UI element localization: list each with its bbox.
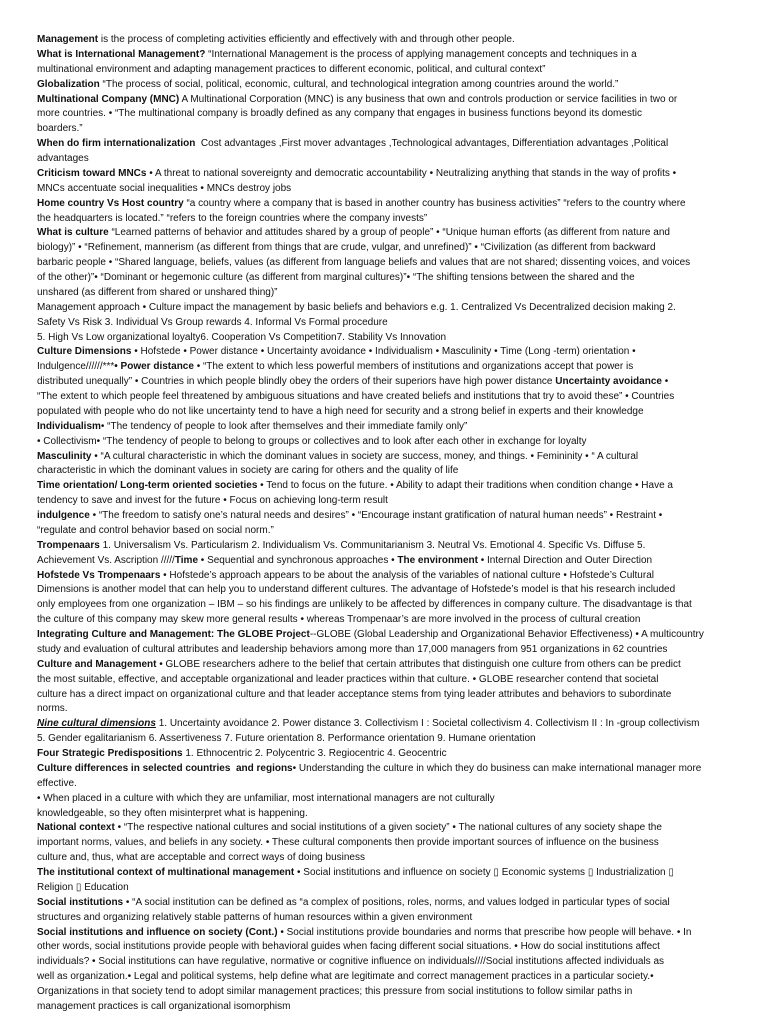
text-line — [37, 777, 759, 792]
heading-term: Masculinity — [37, 450, 92, 462]
note-paragraph — [37, 93, 759, 138]
heading-term: Integrating Culture and Management: The GLOBE Project — [37, 629, 310, 640]
body-text: Indulgence//////*** — [37, 361, 115, 373]
body-text: • — [661, 376, 669, 388]
body-text: more countries. • “The multinational company is broadly defined as any company that engages in business functions beyond its domestic — [37, 108, 642, 120]
body-text: • “A social institution can be defined as “a complex of positions, roles, norms, and values lodged in particular types of social — [123, 896, 670, 908]
body-text: barbaric people • “Shared language, beliefs, values (as different from language beliefs and values that are not shared; dissenting voices, and voices — [37, 257, 691, 269]
text-line — [37, 93, 759, 108]
text-line — [37, 628, 759, 643]
note-paragraph — [37, 78, 759, 93]
body-text: • “The freedom to satisfy one’s natural needs and desires” • “Encourage instant gratification of natural human needs” • Restraint • — [89, 510, 663, 521]
text-line — [37, 331, 759, 346]
body-text: study and evaluation of cultural attributes and leadership behaviors among more than 17,000 managers from 951 organizations in 62 countries — [37, 643, 668, 655]
note-paragraph — [37, 435, 759, 450]
body-text: “The extent to which people feel threatened by ambiguous situations and have created beliefs and institutions that try to avoid these” • Countries — [37, 391, 675, 402]
heading-term: National context — [37, 822, 115, 834]
body-text: Safety Vs Risk 3. Individual Vs Group rewards 4. Informal Vs Formal procedure — [37, 316, 388, 328]
heading-term: Globalization — [37, 78, 100, 90]
heading-term: Individualism — [37, 420, 101, 432]
body-text: • GLOBE researchers adhere to the belief that certain attributes that distinguish one culture from others can be predict — [156, 658, 681, 670]
body-text: unshared (as different from shared or unshared thing)” — [37, 286, 278, 298]
text-line — [37, 33, 759, 48]
text-line — [37, 821, 759, 836]
note-paragraph — [37, 197, 759, 227]
body-text: distributed unequally” • Countries in which people blindly obey the orders of their superiors have high power distance — [37, 376, 556, 388]
text-line — [37, 78, 759, 93]
text-line — [37, 420, 759, 435]
body-text: • Collectivism• “The tendency of people to belong to groups or collectives and to look after each other in exchange for loyalty — [37, 435, 587, 447]
heading-term: Multinational Company (MNC) — [37, 93, 180, 105]
text-line — [37, 970, 759, 985]
body-text: only employees from one organization – IBM – so his findings are unlikely to be affected by differences in company culture. The disadvantage is that — [37, 599, 692, 611]
document-body — [37, 33, 759, 1015]
text-line — [37, 583, 759, 598]
text-line — [37, 241, 759, 256]
text-line — [37, 1000, 759, 1015]
text-line — [37, 509, 759, 524]
text-line — [37, 316, 759, 331]
note-paragraph — [37, 167, 759, 197]
text-line — [37, 896, 759, 911]
heading-term: Management — [37, 34, 99, 45]
text-line — [37, 613, 759, 628]
body-text: the most suitable, effective, and acceptable organizational and leader practices within that culture. • GLOBE researcher contend that societal — [37, 673, 659, 685]
note-paragraph — [37, 301, 759, 346]
heading-term: Uncertainty avoidance — [555, 376, 662, 388]
text-line — [37, 792, 759, 807]
body-text: is the process of completing activities efficiently and effectively with and through other people. — [98, 34, 515, 45]
text-line — [37, 182, 759, 197]
body-text: tendency to save and invest for the future • Focus on achieving long-term result — [37, 495, 388, 507]
text-line — [37, 747, 759, 762]
note-paragraph — [37, 569, 759, 629]
text-line — [37, 524, 759, 539]
text-line — [37, 360, 759, 375]
note-paragraph — [37, 33, 759, 48]
body-text: of the other)”• “Dominant or hegemonic culture (as different from marginal cultures)”• “The shifting tensions between the shared and the — [37, 272, 635, 283]
body-text: • Sequential and synchronous approaches • — [198, 554, 398, 566]
text-line — [37, 122, 759, 137]
body-text: Dimensions is another model that can help you to understand different cultures. The advantage of Hofstede’s model is that his research included — [37, 584, 676, 596]
body-text: culture and, thus, what are acceptable and correct ways of doing business — [37, 852, 365, 864]
body-text: --GLOBE (Global Leadership and Organizational Behavior Effectiveness) • A multicountry — [309, 629, 704, 640]
heading-term: What is culture — [37, 227, 109, 239]
body-text: well as organization.• Legal and political systems, help define what are legitimate and correct management practices in a particular society.• — [37, 971, 654, 983]
note-paragraph — [37, 420, 759, 435]
text-line — [37, 167, 759, 182]
text-line — [37, 569, 759, 584]
text-line — [37, 405, 759, 420]
body-text: • “The tendency of people to look after themselves and their immediate family only” — [100, 420, 468, 432]
body-text: • Tend to focus on the future. • Ability to adapt their traditions when condition change • Have a — [257, 480, 673, 492]
body-text: knowledgeable, so they often misinterpret what is happening. — [37, 807, 308, 819]
body-text: boarders.” — [37, 123, 83, 135]
heading-term: Hofstede Vs Trompenaars — [37, 569, 161, 581]
note-paragraph — [37, 48, 759, 78]
text-line — [37, 926, 759, 941]
note-paragraph — [37, 539, 759, 569]
text-line — [37, 762, 759, 777]
text-line — [37, 479, 759, 494]
text-line — [37, 226, 759, 241]
heading-term: Four Strategic Predispositions — [37, 748, 183, 759]
text-line — [37, 539, 759, 554]
heading-term: Trompenaars — [37, 539, 100, 551]
body-text: “The process of social, political, economic, cultural, and technological integration among countries around the world.” — [99, 78, 619, 90]
text-line — [37, 985, 759, 1000]
text-line — [37, 286, 759, 301]
note-paragraph — [37, 479, 759, 509]
text-line — [37, 464, 759, 479]
body-text: the culture of this company may skew more general results • whereas Trompenaar’s are more involved in the process of cultural creation — [37, 614, 641, 626]
note-paragraph — [37, 717, 759, 747]
text-line — [37, 955, 759, 970]
body-text: • “The respective national cultures and social institutions of a given society” • The national cultures of any society shape the — [114, 822, 662, 834]
text-line — [37, 554, 759, 569]
text-line — [37, 271, 759, 286]
note-paragraph — [37, 866, 759, 896]
body-text: “Learned patterns of behavior and attitudes shared by a group of people” • “Unique human efforts (as different from nature and — [108, 227, 670, 239]
body-text: characteristic in which the dominant values in society are caring for others and the quality of life — [37, 465, 459, 477]
body-text: Management approach • Culture impact the management by basic beliefs and behaviors e.g. 1. Centralized Vs Decentralized decision making 2. — [37, 301, 676, 313]
text-line — [37, 197, 759, 212]
body-text: populated with people who do not like uncertainty tend to have a high need for security and a strong belief in experts and their knowledge — [37, 405, 644, 417]
body-text: 5. Gender egalitarianism 6. Assertiveness 7. Future orientation 8. Performance orientation 9. Humane orientation — [37, 733, 536, 745]
body-text: effective. — [37, 777, 77, 789]
heading-term: Social institutions — [37, 896, 124, 908]
body-text: MNCs accentuate social inequalities • MNCs destroy jobs — [37, 182, 292, 194]
body-text: Cost advantages ,First mover advantages ,Technological advantages, Differentiation advantages ,Political — [195, 138, 669, 150]
text-line — [37, 301, 759, 316]
body-text: norms. — [37, 703, 68, 715]
body-text: the headquarters is located.” “refers to the foreign countries where the company invests” — [37, 212, 428, 224]
body-text: 1. Universalism Vs. Particularism 2. Individualism Vs. Communitarianism 3. Neutral Vs. Emotional 4. Specific Vs. Diffuse 5. — [99, 539, 646, 551]
heading-term: Social institutions and influence on society (Cont.) — [37, 926, 278, 938]
text-line — [37, 643, 759, 658]
text-line — [37, 494, 759, 509]
heading-term: Culture Dimensions — [37, 346, 132, 358]
body-text: advantages — [37, 153, 89, 164]
body-text: • Social institutions provide boundaries and norms that prescribe how people will behave. • In — [277, 926, 692, 938]
text-line — [37, 256, 759, 271]
heading-term: What is International Management? — [37, 48, 206, 60]
text-line — [37, 152, 759, 167]
text-line — [37, 702, 759, 717]
heading-term: indulgence — [37, 510, 90, 521]
note-paragraph — [37, 658, 759, 718]
note-paragraph — [37, 926, 759, 1015]
heading-term: Time orientation/ Long-term oriented societies — [37, 480, 258, 492]
body-text: individuals? • Social institutions can have regulative, normative or cognitive influence on individuals////Social institutions affected individuals as — [37, 956, 665, 968]
body-text: • A threat to national sovereignty and democratic accountability • Neutralizing anything that stands in the way of profits • — [146, 167, 677, 179]
body-text: other words, social institutions provide people with behavioral guides when facing different social situations. • How do social institutions affect — [37, 941, 660, 953]
body-text: Religion ▯ Education — [37, 881, 129, 893]
heading-term: Nine cultural dimensions — [37, 718, 156, 730]
body-text: • “A cultural characteristic in which the dominant values in society are success, money, and things. • Femininity • “ A cultural — [91, 450, 639, 462]
text-line — [37, 940, 759, 955]
body-text: A Multinational Corporation (MNC) is any business that own and controls production or service facilities in two or — [179, 93, 678, 105]
text-line — [37, 435, 759, 450]
body-text: multinational environment and adapting management practices to different economic, political, and cultural context” — [37, 63, 546, 75]
heading-term: The environment — [397, 554, 478, 566]
note-paragraph — [37, 762, 759, 792]
body-text: • When placed in a culture with which they are unfamiliar, most international managers are not culturally — [37, 792, 495, 804]
body-text: management practices is call organizational isomorphism — [37, 1000, 291, 1012]
text-line — [37, 658, 759, 673]
text-line — [37, 732, 759, 747]
body-text: “a country where a company that is based in another country has business activities” “refers to the country where — [183, 197, 686, 209]
body-text: 5. High Vs Low organizational loyalty6. Cooperation Vs Competition7. Stability Vs Innovation — [37, 331, 447, 343]
body-text: “International Management is the process of applying management concepts and techniques in a — [205, 48, 637, 60]
text-line — [37, 63, 759, 78]
text-line — [37, 390, 759, 405]
heading-term: Home country Vs Host country — [37, 197, 184, 209]
body-text: • Hofstede’s approach appears to be about the analysis of the variables of national culture • Hofstede’s Cultural — [160, 569, 654, 581]
text-line — [37, 375, 759, 390]
body-text: “regulate and control behavior based on social norm.” — [37, 524, 274, 536]
text-line — [37, 107, 759, 122]
note-paragraph — [37, 896, 759, 926]
text-line — [37, 881, 759, 896]
text-line — [37, 673, 759, 688]
text-line — [37, 836, 759, 851]
text-line — [37, 137, 759, 152]
text-line — [37, 911, 759, 926]
text-line — [37, 345, 759, 360]
text-line — [37, 807, 759, 822]
note-paragraph — [37, 509, 759, 539]
body-text: • Internal Direction and Outer Direction — [477, 554, 653, 566]
heading-term: Culture differences in selected countries and regions — [37, 762, 293, 774]
body-text: important norms, values, and beliefs in any society. • These cultural components then provide important sources of influence on the business — [37, 837, 659, 849]
note-paragraph — [37, 450, 759, 480]
text-line — [37, 450, 759, 465]
body-text: • Understanding the culture in which they do business can make international manager more — [292, 762, 702, 774]
heading-term: • Power distance — [114, 361, 194, 373]
heading-term: When do firm internationalization — [37, 138, 196, 150]
note-paragraph — [37, 226, 759, 300]
note-paragraph — [37, 747, 759, 762]
body-text: • Social institutions and influence on society ▯ Economic systems ▯ Industrialization ▯ — [294, 867, 674, 878]
body-text: 1. Ethnocentric 2. Polycentric 3. Regiocentric 4. Geocentric — [182, 748, 447, 759]
heading-term: The institutional context of multinational management — [37, 867, 295, 878]
note-paragraph — [37, 137, 759, 167]
body-text: structures and organizing relatively stable patterns of human resources within a given environment — [37, 911, 473, 923]
body-text: Organizations in that society tend to adopt similar management practices; this pressure from social institutions to follow similar paths in — [37, 986, 633, 997]
text-line — [37, 212, 759, 227]
body-text: biology)” • “Refinement, mannerism (as different from things that are crude, vulgar, and unrefined)” • “Civilization (as different from backward — [37, 242, 656, 254]
body-text: 1. Uncertainty avoidance 2. Power distance 3. Collectivism I : Societal collectivism 4. Collectivism II : In -group collectivism — [155, 718, 700, 730]
note-paragraph — [37, 792, 759, 822]
text-line — [37, 688, 759, 703]
text-line — [37, 866, 759, 881]
text-line — [37, 717, 759, 732]
note-paragraph — [37, 628, 759, 658]
body-text: • “The extent to which less powerful members of institutions and organizations accept that power is — [193, 361, 634, 373]
note-paragraph — [37, 345, 759, 419]
body-text: • Hofstede • Power distance • Uncertainty avoidance • Individualism • Masculinity • Time (Long -term) orientation • — [131, 346, 636, 358]
text-line — [37, 598, 759, 613]
text-line — [37, 48, 759, 63]
text-line — [37, 851, 759, 866]
note-paragraph — [37, 821, 759, 866]
heading-term: Criticism toward MNCs — [37, 167, 147, 179]
body-text: Achievement Vs. Ascription ///// — [37, 554, 175, 566]
heading-term: Culture and Management — [37, 658, 157, 670]
heading-term: Time — [174, 554, 199, 566]
body-text: culture has a direct impact on organizational culture and that leader acceptance stems from tying leader attributes and behaviors to subordinate — [37, 688, 672, 700]
